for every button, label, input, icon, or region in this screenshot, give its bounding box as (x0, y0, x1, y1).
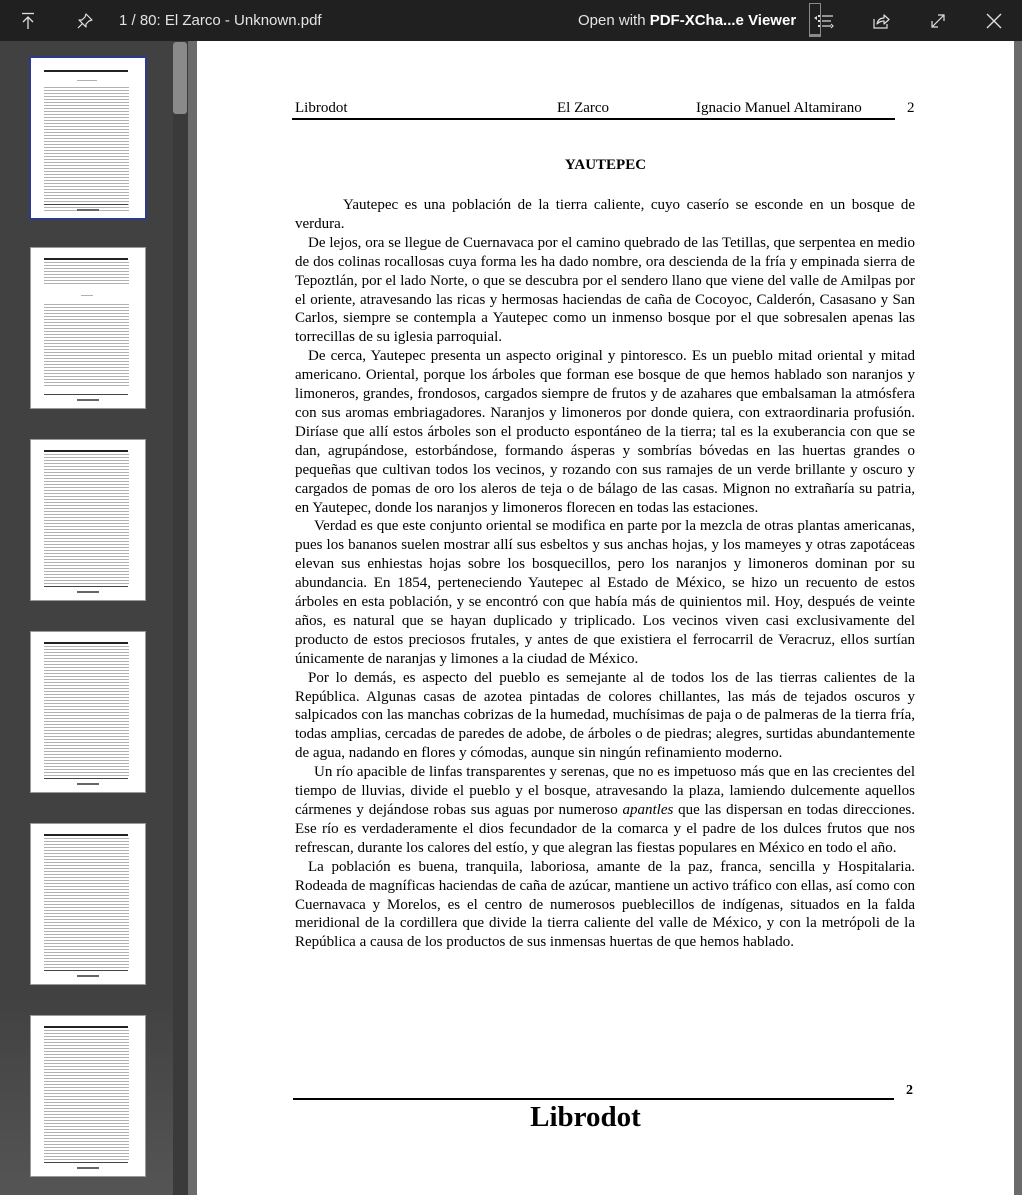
thumb-footer (77, 783, 99, 785)
thumb-title (77, 80, 97, 83)
thumb-text (44, 1030, 129, 1160)
thumb-header-rule (44, 258, 128, 260)
header-page-number: 2 (907, 100, 915, 116)
thumb-footer (77, 591, 99, 593)
thumb-text (44, 646, 129, 776)
thumb-header-rule (44, 1026, 128, 1028)
sidebar-divider[interactable] (188, 41, 197, 1195)
fullscreen-button[interactable] (925, 8, 951, 34)
thumb-footer (77, 209, 99, 211)
thumb-text (44, 87, 129, 213)
share-icon (872, 12, 890, 30)
paragraph: Verdad es que este conjunto oriental se modifica en parte por la mezcla de otras plantas americanas, pues los bananos suelen mostrar allí sus esbeltos y sus anchas hojas, y los mameyes y otras zapotáceas elevan sus enhiestas hojas sobre los bosquecillos, pero los naranjos y limoneros dominan por su abundancia. En 1854, perteneciendo Yautepec al Estado de México, se hizo un recuento de estos árboles en esta población, y se encontró con que había más de quinientos mil. Hoy, después de veinte años, es natural que se hayan duplicado y triplicado. Los vecinos viven casi exclusivamente del producto de estos preciosos frutales, y antes de que existiera el ferrocarril de Veracruz, ellos surtían únicamente de naranjas y limones a la ciudad de México. (295, 518, 915, 667)
paragraph-text: que las dispersan en todas direcciones. Ese río es verdaderamente el dios fecundador de la comarca y el padre de los dulces frutos que nos refrescan, durante los calores del estío, y que alegran las fiestas populares en México en todo el año. (295, 802, 915, 856)
document-title: 1 / 80: El Zarco - Unknown.pdf (119, 12, 322, 29)
paragraph: Yautepec es una población de la tierra caliente, cuyo caserío se esconde en un bosque de verdura. (295, 197, 915, 232)
expand-icon (929, 12, 947, 30)
list-view-icon (813, 13, 835, 29)
thumb-text (44, 454, 129, 584)
thumb-title (81, 295, 93, 298)
open-with-app-name: PDF-XCha...e Viewer (649, 12, 797, 29)
header-center: El Zarco (557, 100, 610, 116)
sidebar-scrollbar-thumb[interactable] (173, 42, 187, 114)
thumb-footer (77, 399, 99, 401)
page-thumbnail-3[interactable] (30, 439, 146, 601)
thumb-footer-rule (44, 586, 128, 587)
paragraph: De cerca, Yautepec presenta un aspecto original y pintoresco. Es un pueblo mitad oriental y mitad americano. Oriental, porque los árboles que forman ese bosque de que hemos hablado son naranjos y limoneros, grandes, frondosos, cargados siempre de frutos y de azahares que embalsaman la atmósfera con sus aromas embriagadores. Naranjos y limoneros por donde quiera, con extraordinaria profusión. Diríase que allí estos árboles son el producto espontáneo de la tierra; tal es la exuberancia con que se dan, agrupándose, estorbándose, formando ásperas y sombrías bóvedas en las huertas grandes o pequeñas que cultivan todos los vecinos, y rozando con sus ramajes de un verde brillante y oscuro y cargados de pomas de oro los aleros de teja o de bálago de las casas. Mignon no extrañaría su patria, en Yautepec, donde los naranjos y limoneros florecen en todas las estaciones. (295, 348, 915, 516)
footer-page-number: 2 (906, 1083, 913, 1098)
thumb-footer-rule (44, 1162, 128, 1163)
close-button[interactable] (981, 8, 1007, 34)
header-left: Librodot (295, 100, 348, 116)
paragraph-text: Un río apacible de linfas transparentes y serenas, que no es impetuoso más que en las crecientes del tiempo de lluvias, divide el pueblo y el bosque, atravesando la plaza, lamiendo dulcemente aquellos cármenes y dejándose robas sus aguas por numeroso (295, 764, 915, 818)
page-right-margin (1014, 41, 1022, 1195)
open-with-button[interactable] (578, 12, 796, 29)
thumb-header-rule (44, 834, 128, 836)
thumb-footer-rule (44, 778, 128, 779)
viewer-toolbar (0, 0, 1022, 41)
thumb-footer-rule (44, 970, 128, 971)
header-right: Ignacio Manuel Altamirano (696, 100, 862, 116)
footer-brand: Librodot (530, 1101, 641, 1133)
thumb-text (44, 262, 129, 286)
paragraph: Por lo demás, es aspecto del pueblo es semejante al de todos los de las tierras calientes de la República. Algunas casas de azotea pintadas de colores chillantes, las más de tejados oscuros y salpicados con las manchas cobrizas de la humedad, muchísimas de paja o de palmeras de la tierra fría, todas amplias, cercadas de paredes de adobe, de árboles o de piedras; alegres, surtidas abundantemente de agua, nadando en flores y cómodas, aunque sin ningún refinamiento moderno. (295, 669, 915, 762)
scroll-to-top-button[interactable] (15, 8, 41, 34)
italic-term: apantles (622, 802, 674, 818)
sidebar-scrollbar-track[interactable] (173, 41, 188, 1195)
body-text (295, 196, 915, 952)
header-rule (292, 118, 895, 120)
thumb-footer-rule (44, 204, 128, 205)
share-button[interactable] (868, 8, 894, 34)
page-thumbnail-2[interactable] (30, 247, 146, 409)
thumb-footer (77, 975, 99, 977)
page-thumbnail-5[interactable] (30, 823, 146, 985)
pdf-page (197, 41, 1014, 1195)
pin-icon (76, 12, 94, 30)
pin-button[interactable] (72, 8, 98, 34)
thumb-footer (77, 1167, 99, 1169)
page-thumbnail-1[interactable] (29, 56, 147, 220)
thumb-text (44, 838, 129, 968)
chapter-title: YAUTEPEC (564, 157, 647, 173)
reading-mode-button[interactable] (811, 8, 837, 34)
open-with-label: Open with (578, 12, 650, 29)
close-icon (985, 12, 1003, 30)
paragraph: De lejos, ora se llegue de Cuernavaca por el camino quebrado de las Tetillas, que serpentea en medio de dos colinas rocallosas cuya forma les ha dado nombre, ora descienda de la fría y empinada sierra de Tepoztlán, por el lado Norte, o que se descubra por el sendero llano que viene del valle de Amilpas por el oriente, atravesando las ricas y hermosas haciendas de caña de Cocoyoc, Calderón, Casasano y San Carlos, siempre se contempla a Yautepec como un inmenso bosque por el que sobresalen apenas las torrecillas de su iglesia parroquial. (295, 234, 915, 346)
footer-rule (293, 1098, 894, 1100)
paragraph (295, 763, 915, 858)
page-thumbnail-4[interactable] (30, 631, 146, 793)
thumb-text (44, 304, 129, 388)
page-thumbnail-6[interactable] (30, 1015, 146, 1177)
thumb-header-rule (44, 450, 128, 452)
thumb-header-rule (44, 642, 128, 644)
thumbnail-sidebar (0, 41, 188, 1195)
arrow-up-to-top-icon (20, 12, 36, 30)
paragraph: La población es buena, tranquila, laboriosa, amante de la paz, franca, sencilla y Hospitalaria. Rodeada de magníficas haciendas de caña de azúcar, mantiene un activo tráfico con ellas, así como con Cuernavaca y Morelos, es el centro de numerosos pueblecillos de indígenas, situados en la falda meridional de la cordillera que divide la tierra caliente del valle de México, y con la metrópoli de la República a causa de los productos de sus inmensas huertas de que hemos hablado. (295, 858, 915, 951)
thumb-header-rule (44, 70, 128, 72)
thumb-footer-rule (44, 394, 128, 395)
